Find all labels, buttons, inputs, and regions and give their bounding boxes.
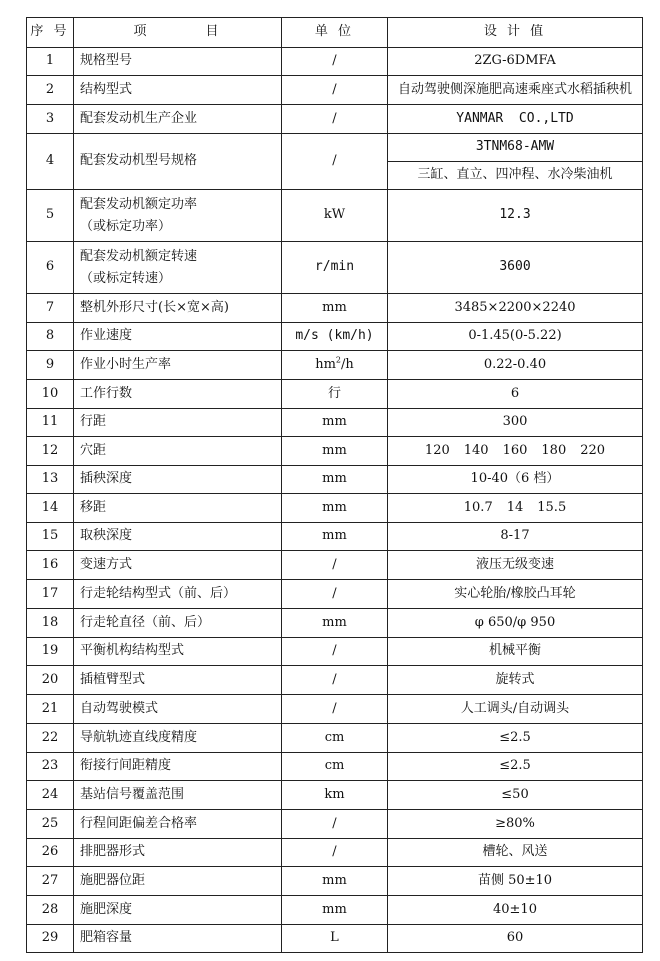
header-row	[27, 18, 643, 48]
row-number: 15	[27, 523, 74, 551]
row-item-name: 配套发动机型号规格	[74, 134, 282, 190]
table-row	[27, 839, 643, 867]
row-unit: /	[282, 134, 388, 190]
header-item	[74, 18, 282, 48]
row-value-option: 160	[502, 442, 528, 458]
row-item-name: 平衡机构结构型式	[74, 638, 282, 666]
table-row	[27, 105, 643, 134]
row-number: 21	[27, 695, 74, 724]
row-unit: cm	[282, 753, 388, 781]
row-unit: /	[282, 638, 388, 666]
row-value: 实心轮胎/橡胶凸耳轮	[388, 580, 643, 609]
table-row	[27, 523, 643, 551]
row-value-option: 14	[506, 499, 524, 515]
row-unit: /	[282, 810, 388, 839]
row-value: 苗侧 50±10	[388, 867, 643, 896]
row-unit: /	[282, 695, 388, 724]
row-number: 22	[27, 724, 74, 753]
row-item-name: 衔接行间距精度	[74, 753, 282, 781]
row-value-option: 220	[580, 442, 606, 458]
table-row	[27, 753, 643, 781]
row-value-option: 120	[424, 442, 450, 458]
row-number: 20	[27, 666, 74, 695]
row-number: 28	[27, 896, 74, 925]
header-value: 设 计 值	[388, 18, 643, 48]
row-item-name: 施肥器位距	[74, 867, 282, 896]
row-number: 14	[27, 494, 74, 523]
row-value: 3600	[388, 242, 643, 294]
row-item-name: 基站信号覆盖范围	[74, 781, 282, 810]
row-item-name: 工作行数	[74, 380, 282, 409]
row-unit: mm	[282, 294, 388, 323]
row-number: 5	[27, 190, 74, 242]
table-row	[27, 437, 643, 466]
table-row	[27, 294, 643, 323]
row-number: 4	[27, 134, 74, 190]
row-item-name: 行程间距偏差合格率	[74, 810, 282, 839]
row-unit-cell	[282, 351, 388, 380]
table-row	[27, 323, 643, 351]
row-value: 300	[388, 409, 643, 437]
row-value: 0.22-0.40	[388, 351, 643, 380]
row-unit: /	[282, 76, 388, 105]
row-item-name: 导航轨迹直线度精度	[74, 724, 282, 753]
row-item-name: 插秧深度	[74, 466, 282, 494]
row-value-list	[388, 437, 643, 466]
row-item-name: 取秧深度	[74, 523, 282, 551]
row-value: 40±10	[388, 896, 643, 925]
table-row	[27, 48, 643, 76]
row-value-option: 15.5	[537, 499, 567, 515]
row-value: φ 650/φ 950	[388, 609, 643, 638]
table-row	[27, 695, 643, 724]
row-unit: mm	[282, 437, 388, 466]
row-value: 12.3	[388, 190, 643, 242]
row-value: 3TNM68-AMW	[388, 134, 643, 162]
row-item-name: 肥箱容量	[74, 925, 282, 953]
table-row	[27, 609, 643, 638]
row-item-name: 作业速度	[74, 323, 282, 351]
row-unit: /	[282, 48, 388, 76]
row-number: 12	[27, 437, 74, 466]
row-number: 7	[27, 294, 74, 323]
row-item-name: 施肥深度	[74, 896, 282, 925]
table-row	[27, 134, 643, 162]
row-number: 6	[27, 242, 74, 294]
row-unit: L	[282, 925, 388, 953]
table-row	[27, 494, 643, 523]
row-number: 23	[27, 753, 74, 781]
row-item-name: 配套发动机生产企业	[74, 105, 282, 134]
row-value: 3485×2200×2240	[388, 294, 643, 323]
row-number: 27	[27, 867, 74, 896]
row-unit: mm	[282, 409, 388, 437]
row-value-secondary: 三缸、直立、四冲程、水冷柴油机	[388, 162, 643, 190]
table-row	[27, 896, 643, 925]
row-number: 16	[27, 551, 74, 580]
row-value: 槽轮、风送	[388, 839, 643, 867]
row-value-option: 10.7	[463, 499, 493, 515]
table-row	[27, 638, 643, 666]
row-unit: /	[282, 580, 388, 609]
row-value: 2ZG-6DMFA	[388, 48, 643, 76]
table-row	[27, 580, 643, 609]
row-item-name: 行距	[74, 409, 282, 437]
row-value: 8-17	[388, 523, 643, 551]
header-unit: 单 位	[282, 18, 388, 48]
row-value: 10-40（6 档）	[388, 466, 643, 494]
row-item-name: 移距	[74, 494, 282, 523]
row-number: 13	[27, 466, 74, 494]
row-unit: mm	[282, 466, 388, 494]
row-value-list	[388, 494, 643, 523]
table-row	[27, 409, 643, 437]
row-unit: mm	[282, 523, 388, 551]
table-row	[27, 242, 643, 294]
row-unit: 行	[282, 380, 388, 409]
row-number: 18	[27, 609, 74, 638]
header-item-a: 项	[133, 24, 150, 40]
row-value: 人工调头/自动调头	[388, 695, 643, 724]
row-value: ≤2.5	[388, 753, 643, 781]
row-value: 0-1.45(0-5.22)	[388, 323, 643, 351]
row-item-name: 插植臂型式	[74, 666, 282, 695]
row-item-name: 配套发动机额定功率	[80, 196, 198, 212]
row-number: 8	[27, 323, 74, 351]
row-unit: mm	[282, 867, 388, 896]
table-row	[27, 666, 643, 695]
row-value: 液压无级变速	[388, 551, 643, 580]
row-unit: m/s (km/h)	[282, 323, 388, 351]
row-unit-superscript: 2	[335, 355, 342, 365]
row-value: 旋转式	[388, 666, 643, 695]
row-item-name: 作业小时生产率	[74, 351, 282, 380]
row-number: 11	[27, 409, 74, 437]
row-number: 17	[27, 580, 74, 609]
row-value-option: 180	[541, 442, 567, 458]
row-unit: /	[282, 666, 388, 695]
row-item-name: 配套发动机额定转速	[80, 248, 198, 264]
table-row	[27, 551, 643, 580]
row-item-name: 结构型式	[74, 76, 282, 105]
row-unit: r/min	[282, 242, 388, 294]
row-unit: /	[282, 839, 388, 867]
row-value: 自动驾驶侧深施肥高速乘座式水稻插秧机	[388, 76, 643, 105]
row-unit: kW	[282, 190, 388, 242]
row-number: 2	[27, 76, 74, 105]
row-item-name-note: （或标定功率）	[80, 218, 172, 234]
row-unit-base: hm	[315, 356, 336, 372]
table-row	[27, 380, 643, 409]
table-row	[27, 925, 643, 953]
row-value: 机械平衡	[388, 638, 643, 666]
row-number: 10	[27, 380, 74, 409]
header-seq: 序 号	[27, 18, 74, 48]
row-number: 1	[27, 48, 74, 76]
row-value: ≤2.5	[388, 724, 643, 753]
row-value: ≥80%	[388, 810, 643, 839]
table-row	[27, 76, 643, 105]
table-row	[27, 724, 643, 753]
row-value: 60	[388, 925, 643, 953]
row-item-name: 自动驾驶模式	[74, 695, 282, 724]
row-item-name: 规格型号	[74, 48, 282, 76]
row-unit: mm	[282, 896, 388, 925]
row-value: ≤50	[388, 781, 643, 810]
row-item-name-cell	[74, 242, 282, 294]
row-unit: /	[282, 105, 388, 134]
spec-table	[26, 17, 643, 953]
row-unit: mm	[282, 609, 388, 638]
table-row	[27, 810, 643, 839]
row-number: 19	[27, 638, 74, 666]
table-row	[27, 466, 643, 494]
table-row	[27, 781, 643, 810]
row-number: 24	[27, 781, 74, 810]
row-number: 25	[27, 810, 74, 839]
row-unit: km	[282, 781, 388, 810]
row-item-name: 穴距	[74, 437, 282, 466]
row-unit: cm	[282, 724, 388, 753]
row-number: 9	[27, 351, 74, 380]
row-value-option: 140	[463, 442, 489, 458]
table-row	[27, 867, 643, 896]
header-item-b: 目	[205, 24, 222, 40]
row-item-name: 行走轮结构型式（前、后）	[74, 580, 282, 609]
row-item-name: 行走轮直径（前、后）	[74, 609, 282, 638]
row-number: 29	[27, 925, 74, 953]
row-unit: /	[282, 551, 388, 580]
table-row	[27, 190, 643, 242]
row-item-name-cell	[74, 190, 282, 242]
row-item-name: 变速方式	[74, 551, 282, 580]
row-unit: mm	[282, 494, 388, 523]
row-number: 3	[27, 105, 74, 134]
row-item-name: 整机外形尺寸(长×宽×高)	[74, 294, 282, 323]
row-value: YANMAR CO.,LTD	[388, 105, 643, 134]
row-unit-tail: /h	[341, 356, 354, 372]
row-item-name-note: （或标定转速）	[80, 270, 172, 286]
row-number: 26	[27, 839, 74, 867]
row-item-name: 排肥器形式	[74, 839, 282, 867]
row-value: 6	[388, 380, 643, 409]
table-row	[27, 351, 643, 380]
